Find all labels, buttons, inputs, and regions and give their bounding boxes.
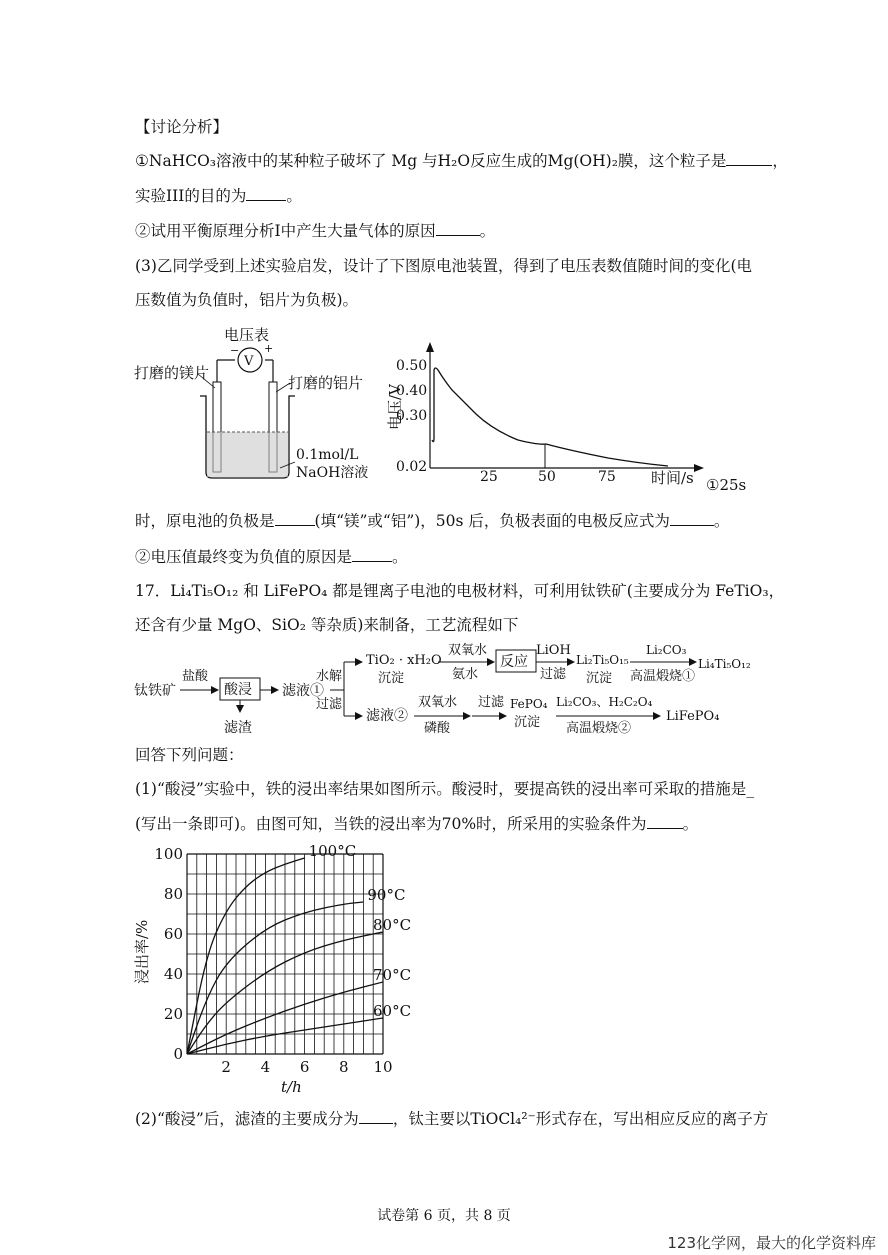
cell-question-line-2: ②电压值最终变为负值的原因是 。 (135, 548, 408, 566)
cell-question-line-1: 时，原电池的负极是 (填“镁”或“铝”)，50s 后，负极表面的电极反应式为 。 (135, 512, 730, 530)
discussion-heading: 【讨论分析】 (135, 118, 229, 136)
flow-lioh: LiOH (536, 643, 571, 658)
flow-phosphoric: 磷酸 (424, 721, 451, 736)
x-tick: 6 (299, 1058, 310, 1076)
flow-precip2: 沉淀 (586, 671, 613, 686)
positive-terminal: + (264, 342, 274, 355)
y-tick: 0.02 (396, 459, 428, 475)
flow-precip3: 沉淀 (514, 715, 541, 730)
x-tick: 2 (221, 1058, 231, 1076)
y-tick: 20 (163, 1005, 183, 1023)
flow-product1: Li₄Ti₅O₁₂ (698, 657, 751, 671)
question-1-line: ①NaHCO₃溶液中的某种粒子破坏了 Mg 与H₂O反应生成的Mg(OH)₂膜，这个粒子是 ， (135, 152, 788, 170)
q17-2-line: (2)“酸浸”后，滤渣的主要成分为 ，钛主要以TiOCl₄²⁻形式存在，写出相应反应的离子方 (135, 1110, 769, 1128)
flow-leach: 酸浸 (224, 682, 252, 698)
series-label: 80°C (373, 916, 412, 934)
watermark: 123化学网，最大的化学资料库 (667, 1234, 876, 1252)
x-tick: 50 (538, 469, 556, 485)
series-label: 70°C (373, 966, 412, 984)
y-tick: 60 (163, 925, 183, 943)
flow-acid: 盐酸 (182, 669, 209, 684)
q17-1-line-1: (1)“酸浸”实验中，铁的浸出率结果如图所示。酸浸时，要提高铁的浸出率可采取的措施是_ (135, 780, 755, 798)
flow-filtrate2: 滤液② (366, 708, 408, 724)
flow-h2o2: 双氧水 (448, 643, 488, 658)
series-label: 100°C (308, 842, 357, 860)
answer-blank[interactable] (275, 510, 315, 526)
process-flow-diagram (130, 640, 760, 740)
flow-li2ti5: Li₂Ti₅O₁₅ (576, 653, 629, 667)
y-tick: 80 (163, 885, 183, 903)
q17-line-1: 17．Li₄Ti₅O₁₂ 和 LiFePO₄ 都是锂离子电池的电极材料，可利用钛铁矿(主要成分为 FeTiO₃， (135, 582, 785, 600)
answer-blank[interactable] (352, 546, 392, 562)
flow-filter: 过滤 (316, 697, 343, 712)
y-tick: 0 (173, 1045, 183, 1063)
voltage-curve (432, 368, 668, 466)
flow-react: 反应 (500, 654, 528, 670)
question-3-line-2: 压数值为负值时，铝片为负极)。 (135, 291, 359, 309)
question-2-line: ②试用平衡原理分析I中产生大量气体的原因 。 (135, 222, 496, 240)
flow-residue: 滤渣 (224, 720, 252, 736)
leaching-rate-chart (125, 840, 415, 1100)
flow-start: 钛铁矿 (134, 683, 176, 699)
voltage-time-chart (368, 340, 773, 500)
flow-li2co3: Li₂CO₃ (646, 643, 687, 657)
answer-intro: 回答下列问题： (135, 746, 244, 764)
x-tick: 10 (373, 1058, 393, 1076)
y-axis-label: 浸出率/% (133, 919, 151, 984)
solution (207, 432, 288, 477)
q17-line-2: 还含有少量 MgO、SiO₂ 等杂质)来制备，工艺流程如下 (135, 616, 519, 634)
flow-filtrate1: 滤液① (282, 683, 324, 699)
x-tick: 4 (260, 1058, 271, 1076)
question-1-line-2: 实验III的目的为 。 (135, 187, 302, 205)
series-label: 60°C (373, 1002, 412, 1020)
answer-blank[interactable] (670, 510, 714, 526)
flow-filter3: 过滤 (478, 695, 505, 710)
answer-blank[interactable] (726, 150, 772, 166)
flow-h2o2-b: 双氧水 (418, 695, 458, 710)
x-axis-label: 时间/s (651, 469, 694, 487)
answer-blank[interactable] (359, 1108, 393, 1124)
flow-calcine1: 高温煅烧① (630, 669, 696, 684)
page-footer: 试卷第 6 页，共 8 页 (377, 1208, 511, 1224)
x-axis-label: t/h (281, 1078, 302, 1096)
answer-blank[interactable] (436, 220, 480, 236)
solution-name: NaOH溶液 (296, 465, 369, 481)
flow-calcine2: 高温煅烧② (566, 721, 632, 736)
flow-fepo4: FePO₄ (510, 697, 548, 711)
flow-reagents2: Li₂CO₃、H₂C₂O₄ (556, 695, 653, 709)
y-tick: 0.30 (396, 408, 428, 424)
flow-precip: 沉淀 (378, 671, 405, 686)
x-tick: 75 (598, 469, 616, 485)
flow-filter2: 过滤 (540, 667, 567, 682)
al-label: 打磨的铝片 (288, 374, 364, 392)
answer-blank[interactable] (246, 185, 286, 201)
sub-question-1-label: ①25s (706, 476, 747, 494)
q17-1-line-2: (写出一条即可)。由图可知，当铁的浸出率为70%时，所采用的实验条件为 。 (135, 815, 699, 833)
flow-product2: LiFePO₄ (666, 709, 720, 724)
flow-ammonia: 氨水 (452, 667, 479, 682)
galvanic-cell-diagram (130, 322, 370, 487)
answer-blank[interactable] (647, 813, 683, 829)
y-tick: 100 (154, 845, 183, 863)
mg-label: 打磨的镁片 (134, 364, 210, 382)
y-tick: 40 (163, 965, 183, 983)
x-tick: 8 (339, 1058, 349, 1076)
flow-tio2: TiO₂ · xH₂O (366, 653, 442, 668)
voltmeter-label: 电压表 (224, 326, 270, 344)
solution-concentration: 0.1mol/L (296, 447, 359, 463)
y-tick: 0.50 (396, 358, 428, 374)
voltmeter-symbol: V (244, 354, 254, 369)
negative-terminal: − (230, 344, 240, 357)
question-3-line-1: (3)乙同学受到上述实验启发，设计了下图原电池装置，得到了电压表数值随时间的变化(电 (135, 257, 753, 275)
y-axis-label: 电压/V (386, 384, 404, 430)
flow-hydrolysis: 水解 (316, 669, 343, 684)
x-tick: 25 (480, 469, 498, 485)
y-tick: 0.40 (396, 383, 428, 399)
series-label: 90°C (367, 886, 406, 904)
